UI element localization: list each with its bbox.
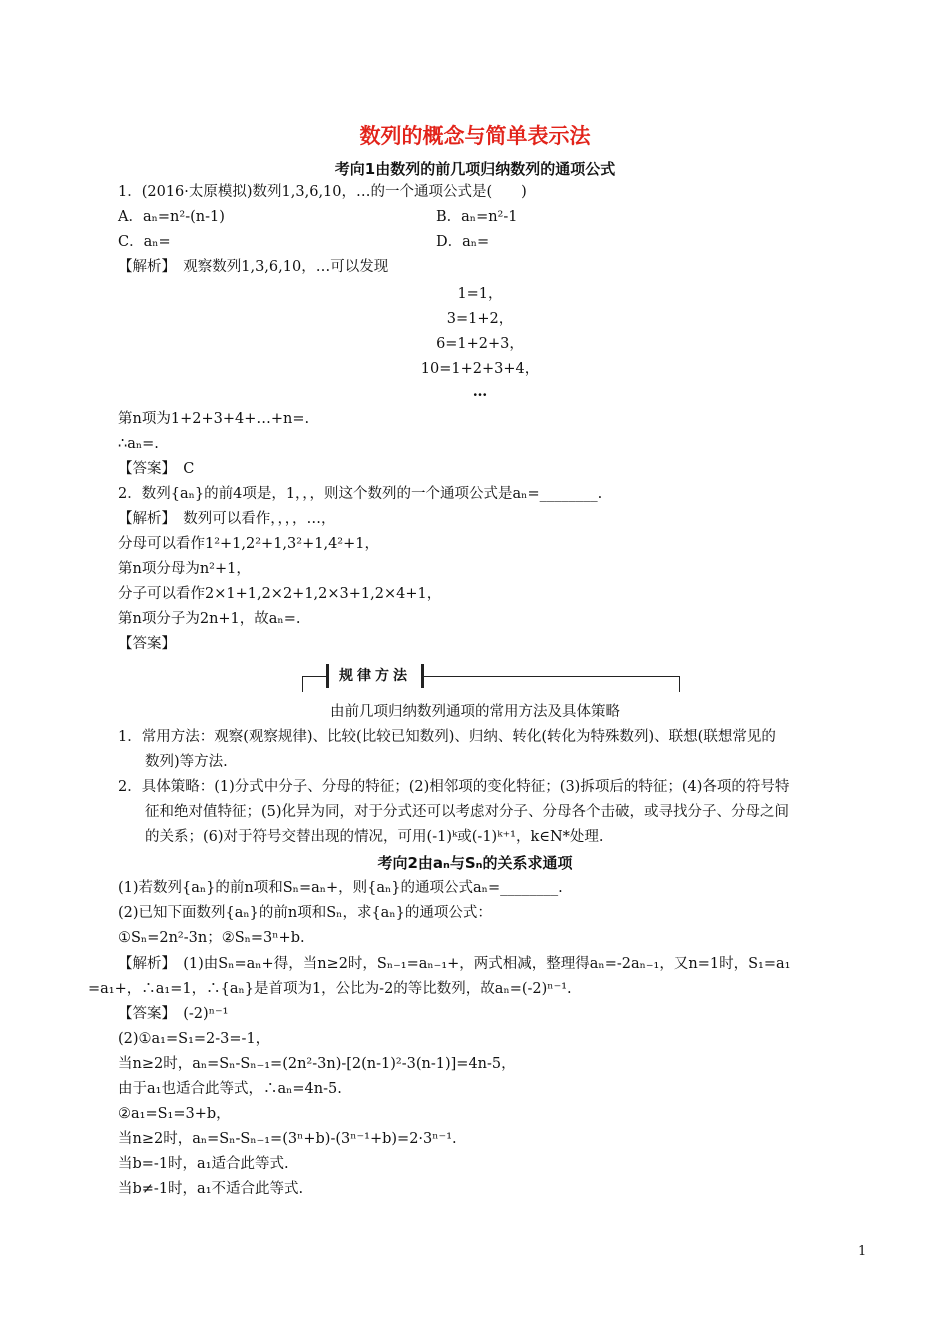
q1-eq-2: 3=1+2， bbox=[446, 311, 514, 327]
section-heading-2: 考向2由aₙ与Sₙ的关系求通项 bbox=[377, 854, 573, 872]
q2-stem: 2．数列{aₙ}的前4项是，1，，，则这个数列的一个通项公式是aₙ=________. bbox=[118, 486, 603, 502]
q1-option-c: C．aₙ= bbox=[118, 234, 171, 250]
q3-solution-7: 当b≠-1时，a₁不适合此等式. bbox=[118, 1181, 304, 1197]
q3-solution-2: 当n≥2时，aₙ=Sₙ-Sₙ₋₁=(2n²-3n)-[2(n-1)²-3(n-1)]=4n-5， bbox=[118, 1056, 516, 1072]
page-number: 1 bbox=[858, 1244, 867, 1259]
method-p2-line-2: 征和绝对值特征；(5)化异为同，对于分式还可以考虑对分子、分母各个击破，或寻找分子、分母之间 bbox=[145, 804, 790, 820]
method-p2-line-3: 的关系；(6)对于符号交替出现的情况，可用(-1)ᵏ或(-1)ᵏ⁺¹，k∈N*处理. bbox=[145, 829, 604, 845]
section-heading-1: 考向1由数列的前几项归纳数列的通项公式 bbox=[334, 160, 616, 178]
q3-solution-3: 由于a₁也适合此等式，∴aₙ=4n-5. bbox=[118, 1081, 342, 1097]
q2-line-4: 第n项分子为2n+1，故aₙ=. bbox=[118, 611, 301, 627]
q3-solution-6: 当b=-1时，a₁适合此等式. bbox=[118, 1156, 289, 1172]
q1-therefore: ∴aₙ=. bbox=[118, 436, 159, 452]
q2-line-1: 分母可以看作1²+1,2²+1,3²+1,4²+1， bbox=[118, 536, 379, 552]
method-box bbox=[302, 664, 680, 692]
method-box-right-edge bbox=[679, 676, 680, 692]
method-p1-line-2: 数列)等方法. bbox=[145, 754, 228, 770]
method-box-left-edge bbox=[302, 676, 303, 692]
method-p1-line-1: 1．常用方法：观察(观察规律)、比较(比较已知数列)、归纳、转化(转化为特殊数列)、联想(联想常见的 bbox=[118, 729, 776, 745]
q3-analysis-line-1: 【解析】 (1)由Sₙ=aₙ+得，当n≥2时，Sₙ₋₁=aₙ₋₁+，两式相减，整理得aₙ=-2aₙ₋₁，又n=1时，S₁=a₁ bbox=[118, 956, 791, 972]
q3-part-2: (2)已知下面数列{aₙ}的前n项和Sₙ，求{aₙ}的通项公式： bbox=[118, 905, 492, 921]
method-p2-line-1: 2．具体策略：(1)分式中分子、分母的特征；(2)相邻项的变化特征；(3)拆项后的特征；(4)各项的符号特 bbox=[118, 779, 790, 795]
method-title: 由前几项归纳数列通项的常用方法及具体策略 bbox=[330, 704, 620, 720]
q2-answer: 【答案】 bbox=[118, 636, 176, 652]
q3-solution-1: (2)①a₁=S₁=2-3=-1， bbox=[118, 1031, 271, 1047]
q2-line-2: 第n项分母为n²+1， bbox=[118, 561, 251, 577]
method-box-label: 规律方法 bbox=[326, 664, 424, 688]
q1-eq-3: 6=1+2+3， bbox=[436, 336, 524, 352]
q3-answer: 【答案】 (-2)ⁿ⁻¹ bbox=[118, 1006, 229, 1022]
q3-part-3: ①Sₙ=2n²-3n；②Sₙ=3ⁿ+b. bbox=[118, 930, 305, 946]
q3-part-1: (1)若数列{aₙ}的前n项和Sₙ=aₙ+，则{aₙ}的通项公式aₙ=________. bbox=[118, 880, 563, 896]
q1-eq-4: 10=1+2+3+4， bbox=[420, 361, 540, 377]
q1-option-d: D．aₙ= bbox=[436, 234, 490, 250]
q1-eq-ellipsis: … bbox=[472, 383, 488, 400]
q3-solution-4: ②a₁=S₁=3+b， bbox=[118, 1106, 231, 1122]
q1-option-a: A．aₙ=n²-(n-1) bbox=[118, 209, 225, 225]
q1-eq-1: 1=1， bbox=[457, 286, 503, 302]
q3-solution-5: 当n≥2时，aₙ=Sₙ-Sₙ₋₁=(3ⁿ+b)-(3ⁿ⁻¹+b)=2·3ⁿ⁻¹. bbox=[118, 1131, 457, 1147]
q1-option-b: B．aₙ=n²-1 bbox=[436, 209, 518, 225]
q1-answer: 【答案】 C bbox=[118, 461, 195, 477]
q1-nth-term: 第n项为1+2+3+4+…+n=. bbox=[118, 411, 310, 427]
q2-line-3: 分子可以看作2×1+1,2×2+1,2×3+1,2×4+1， bbox=[118, 586, 442, 602]
q2-analysis: 【解析】 数列可以看作，，，，…， bbox=[118, 511, 336, 527]
q1-analysis: 【解析】 观察数列1,3,6,10，…可以发现 bbox=[118, 259, 389, 275]
page-title: 数列的概念与简单表示法 bbox=[359, 124, 591, 148]
q3-analysis-line-2: =a₁+，∴a₁=1，∴{aₙ}是首项为1，公比为-2的等比数列，故aₙ=(-2)ⁿ⁻¹. bbox=[88, 981, 572, 997]
q1-stem: 1．(2016·太原模拟)数列1,3,6,10，…的一个通项公式是( ) bbox=[118, 184, 527, 200]
